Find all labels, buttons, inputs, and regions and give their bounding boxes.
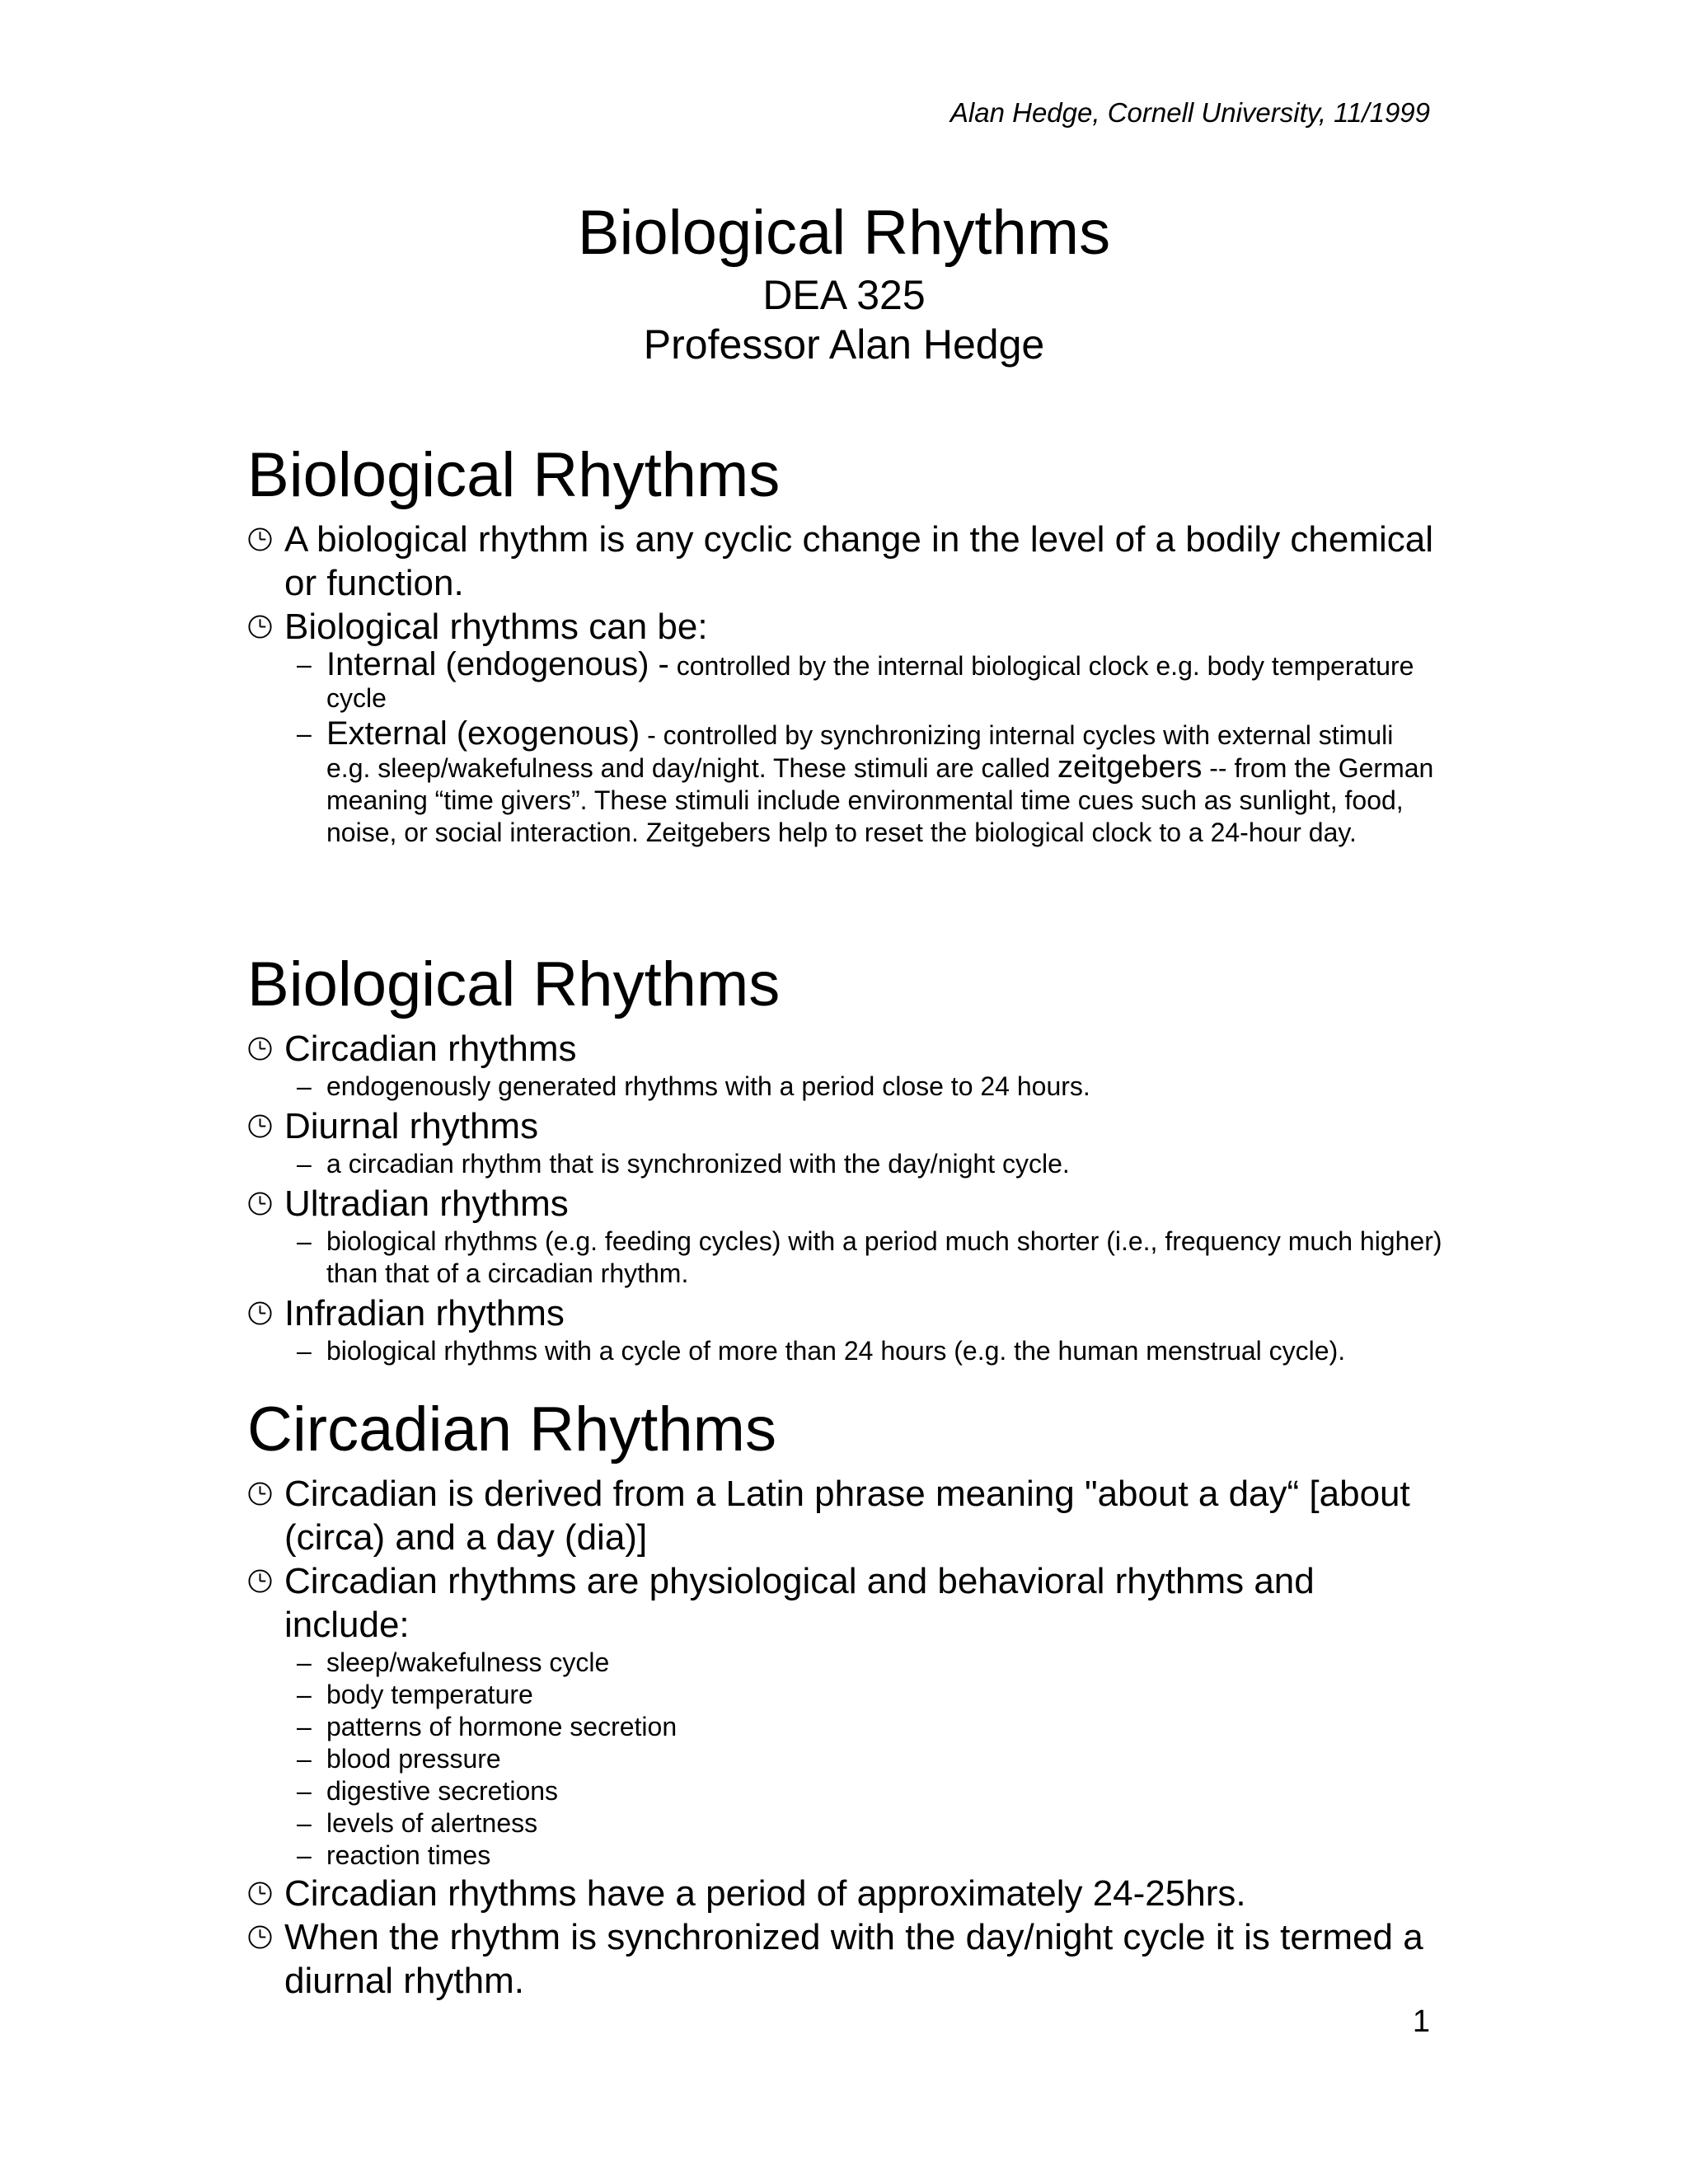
sub-item-text: - controlled by synchronizing internal cycles with external stimuli e.g. sleep/wakefulness and day/night. These stimuli are called [326,720,1394,783]
bullet-item [247,518,1442,605]
clock-icon [247,1191,273,1216]
sub-item [247,1071,1442,1103]
dash-icon: – [297,1712,312,1741]
sub-item-text: levels of alertness [326,1808,538,1838]
clock-icon [247,1113,273,1139]
bullet-text: Infradian rhythms [284,1293,565,1333]
sub-item [247,1226,1442,1290]
slide-circadian-rhythms [247,1393,1442,2003]
document-title: Biological Rhythms [577,198,1111,268]
sub-item [247,1711,1442,1743]
course-code: DEA 325 [762,272,926,318]
clock-icon [247,1924,273,1950]
sub-item-lead: Internal (endogenous) - [326,646,669,682]
sub-list [247,646,1442,849]
sub-item [247,1807,1442,1840]
clock-icon [247,614,273,640]
sub-item [247,1148,1442,1180]
sub-item-text: digestive secretions [326,1776,559,1806]
sub-item-text: body temperature [326,1680,533,1709]
sub-item-text: controlled by the internal biological clock e.g. body temperature cycle [326,651,1414,713]
slide-biological-rhythms-types [247,948,1442,1367]
title-block [0,196,1688,369]
dash-icon: – [297,1336,312,1366]
sub-item-text: endogenously generated rhythms with a period close to 24 hours. [326,1071,1090,1101]
slide-title: Biological Rhythms [247,440,781,510]
sub-item [247,1775,1442,1807]
bullet-text: Circadian is derived from a Latin phrase meaning "about a day“ [about (circa) and a day (dia)] [284,1474,1410,1558]
bullet-item [247,1182,1442,1226]
bullet-text: Circadian rhythms are physiological and behavioral rhythms and include: [284,1561,1315,1645]
dash-icon: – [297,649,312,679]
bullet-text: Biological rhythms can be: [284,607,708,647]
dash-icon: – [297,1744,312,1774]
bullet-item [247,1872,1442,1915]
bullet-text: Circadian rhythms have a period of approximately 24-25hrs. [284,1873,1246,1914]
sub-list [247,1647,1442,1872]
bullet-item [247,1027,1442,1071]
zeitgebers-term: zeitgebers [1057,750,1203,785]
bullet-item [247,605,1442,649]
dash-icon: – [297,1149,312,1179]
sub-item-text: a circadian rhythm that is synchronized with the day/night cycle. [326,1149,1070,1179]
clock-icon [247,1036,273,1062]
sub-item-text: reaction times [326,1840,491,1870]
sub-item [247,1743,1442,1775]
dash-icon: – [297,1071,312,1101]
sub-item [247,1679,1442,1711]
sub-item-lead: External (exogenous) [326,715,640,752]
sub-item-text: sleep/wakefulness cycle [326,1647,610,1677]
sub-item-text: blood pressure [326,1744,501,1774]
clock-icon [247,1568,273,1594]
bullet-text: Ultradian rhythms [284,1183,569,1224]
sub-item [247,1840,1442,1872]
clock-icon [247,1481,273,1507]
bullet-item [247,1291,1442,1335]
dash-icon: – [297,1647,312,1677]
page-number: 1 [1412,2004,1430,2039]
bullet-text: A biological rhythm is any cyclic change in the level of a bodily chemical or function. [284,519,1434,603]
clock-icon [247,527,273,552]
professor-name: Professor Alan Hedge [643,321,1045,368]
dash-icon: – [297,1808,312,1838]
bullet-item [247,1472,1442,1559]
author-header-note: Alan Hedge, Cornell University, 11/1999 [950,97,1430,128]
sub-item [247,1335,1442,1367]
dash-icon: – [297,719,312,748]
clock-icon [247,1301,273,1326]
bullet-text: When the rhythm is synchronized with the day/night cycle it is termed a diurnal rhythm. [284,1917,1423,2001]
slide-title: Biological Rhythms [247,949,781,1019]
bullet-item [247,1104,1442,1148]
sub-item-text: biological rhythms (e.g. feeding cycles) with a period much shorter (i.e., frequency much higher) than that of a circadian rhythm. [326,1226,1442,1288]
slide-title: Circadian Rhythms [247,1394,776,1465]
sub-item [247,1647,1442,1679]
sub-item-internal [247,646,1442,715]
sub-item-text: biological rhythms with a cycle of more than 24 hours (e.g. the human menstrual cycle). [326,1336,1346,1366]
dash-icon: – [297,1840,312,1870]
slide-biological-rhythms-definition [247,438,1442,849]
sub-item-text: -- from the German meaning “time givers”. These stimuli include environmental time cues such as sunlight, food, noise, or social interaction. Zeitgebers help to reset the biological clock to a 24-hour day. [326,753,1434,847]
sub-item-text: patterns of hormone secretion [326,1712,678,1741]
clock-icon [247,1881,273,1906]
dash-icon: – [297,1776,312,1806]
bullet-item [247,1915,1442,2003]
dash-icon: – [297,1680,312,1709]
bullet-text: Diurnal rhythms [284,1106,539,1146]
bullet-text: Circadian rhythms [284,1029,577,1069]
sub-item-external [247,715,1442,849]
dash-icon: – [297,1226,312,1256]
bullet-item [247,1559,1442,1647]
